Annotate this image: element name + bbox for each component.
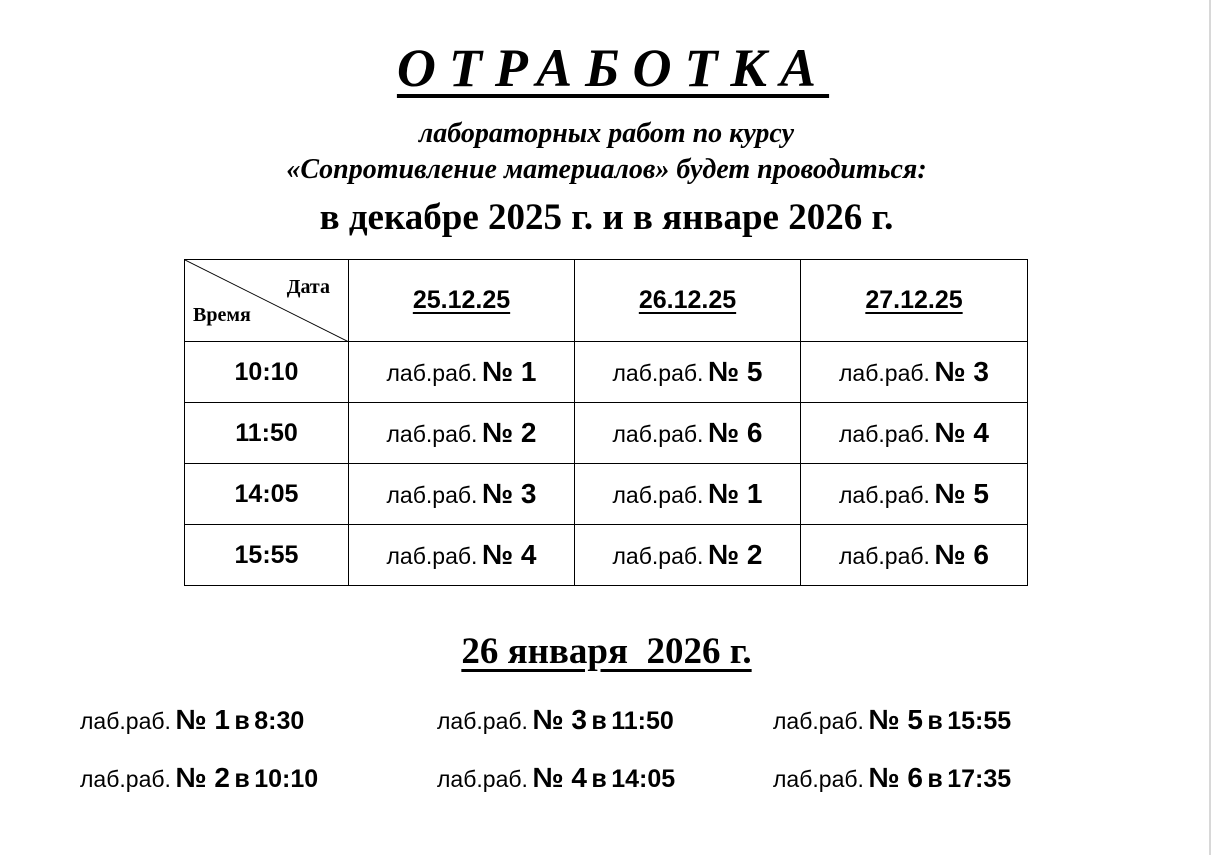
lab-number: № 5 xyxy=(868,704,923,735)
diagonal-divider xyxy=(185,260,349,342)
lab-time: 10:10 xyxy=(254,765,319,793)
lab-number: № 2 xyxy=(175,762,230,793)
corner-date-label: Дата xyxy=(286,276,330,298)
at-word: в xyxy=(927,765,943,793)
date-header: 26.12.25 xyxy=(575,260,801,342)
january-lab-item xyxy=(437,704,674,736)
lab-number: № 3 xyxy=(481,478,537,509)
lab-time: 15:55 xyxy=(947,707,1012,735)
lab-time: 14:05 xyxy=(611,765,676,793)
date-header: 25.12.25 xyxy=(349,260,575,342)
lab-prefix: лаб.раб. xyxy=(773,708,864,734)
time-cell: 11:50 xyxy=(185,403,349,464)
lab-prefix: лаб.раб. xyxy=(80,708,171,734)
lab-time: 11:50 xyxy=(611,707,674,735)
lab-number: № 1 xyxy=(707,478,763,509)
january-lab-item xyxy=(773,762,1011,794)
at-word: в xyxy=(591,765,607,793)
january-heading: 26 января 2026 г. xyxy=(461,631,752,672)
corner-cell xyxy=(185,260,349,342)
january-lab-item xyxy=(80,704,304,736)
lab-number: № 6 xyxy=(868,762,923,793)
lab-prefix: лаб.раб. xyxy=(773,766,864,792)
date-header: 27.12.25 xyxy=(801,260,1028,342)
lab-number: № 1 xyxy=(481,356,537,387)
lab-cell xyxy=(801,525,1028,586)
lab-number: № 5 xyxy=(707,356,763,387)
lab-number: № 4 xyxy=(481,539,537,570)
time-cell: 14:05 xyxy=(185,464,349,525)
lab-number: № 2 xyxy=(481,417,537,448)
lab-number: № 2 xyxy=(707,539,763,570)
at-word: в xyxy=(234,765,250,793)
lab-prefix: лаб.раб. xyxy=(386,360,478,386)
lab-number: № 3 xyxy=(934,356,989,387)
table-row xyxy=(185,403,1028,464)
lab-prefix: лаб.раб. xyxy=(612,543,704,569)
lab-prefix: лаб.раб. xyxy=(437,766,528,792)
lab-prefix: лаб.раб. xyxy=(612,482,704,508)
at-word: в xyxy=(591,707,607,735)
table-row xyxy=(185,525,1028,586)
lab-number: № 6 xyxy=(707,417,763,448)
subtitle-line-2: «Сопротивление материалов» будет проводиться: xyxy=(286,154,927,185)
lab-prefix: лаб.раб. xyxy=(612,360,704,386)
period-heading: в декабре 2025 г. и в январе 2026 г. xyxy=(319,197,894,238)
at-word: в xyxy=(927,707,943,735)
lab-prefix: лаб.раб. xyxy=(839,482,930,508)
lab-cell xyxy=(575,525,801,586)
lab-cell xyxy=(349,403,575,464)
lab-number: № 5 xyxy=(934,478,989,509)
lab-number: № 4 xyxy=(532,762,587,793)
lab-cell xyxy=(801,403,1028,464)
lab-prefix: лаб.раб. xyxy=(839,543,930,569)
lab-prefix: лаб.раб. xyxy=(386,543,478,569)
lab-cell xyxy=(801,464,1028,525)
january-lab-item xyxy=(773,704,1011,736)
lab-number: № 1 xyxy=(175,704,230,735)
time-cell: 10:10 xyxy=(185,342,349,403)
lab-prefix: лаб.раб. xyxy=(839,360,930,386)
at-word: в xyxy=(234,707,250,735)
table-row xyxy=(185,464,1028,525)
table-row xyxy=(185,342,1028,403)
time-cell: 15:55 xyxy=(185,525,349,586)
subtitle-line-1: лабораторных работ по курсу xyxy=(418,118,795,149)
lab-time: 8:30 xyxy=(254,707,305,735)
lab-cell xyxy=(575,464,801,525)
lab-cell xyxy=(575,342,801,403)
lab-prefix: лаб.раб. xyxy=(839,421,930,447)
lab-prefix: лаб.раб. xyxy=(612,421,704,447)
lab-number: № 4 xyxy=(934,417,989,448)
lab-cell xyxy=(349,525,575,586)
lab-number: № 6 xyxy=(934,539,989,570)
lab-prefix: лаб.раб. xyxy=(386,482,478,508)
lab-cell xyxy=(349,342,575,403)
corner-time-label: Время xyxy=(193,304,251,326)
lab-prefix: лаб.раб. xyxy=(80,766,171,792)
table-header-row xyxy=(185,260,1028,342)
lab-cell xyxy=(575,403,801,464)
lab-number: № 3 xyxy=(532,704,587,735)
lab-prefix: лаб.раб. xyxy=(437,708,528,734)
lab-cell xyxy=(349,464,575,525)
january-lab-item xyxy=(80,762,318,794)
january-lab-item xyxy=(437,762,675,794)
lab-prefix: лаб.раб. xyxy=(386,421,478,447)
lab-time: 17:35 xyxy=(947,765,1012,793)
page-title: ОТРАБОТКА xyxy=(396,38,830,98)
schedule-table xyxy=(184,259,1028,586)
lab-cell xyxy=(801,342,1028,403)
